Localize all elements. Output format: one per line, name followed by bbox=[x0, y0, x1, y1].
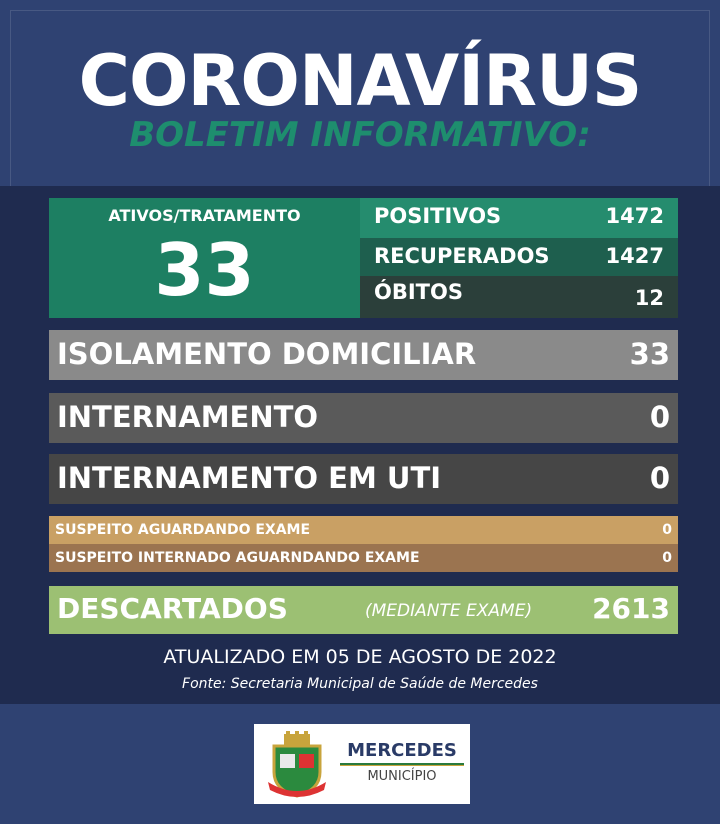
bar-internamento bbox=[49, 393, 678, 443]
municipio-label: MUNICÍPIO bbox=[367, 769, 437, 784]
ativos-label: ATIVOS/TRATAMENTO bbox=[108, 206, 301, 225]
city-name: MERCEDES bbox=[347, 740, 457, 761]
bar-label: INTERNAMENTO EM UTI bbox=[57, 461, 442, 495]
stat-obitos bbox=[360, 276, 678, 318]
row-label: SUSPEITO AGUARDANDO EXAME bbox=[55, 522, 311, 538]
stat-value: 12 bbox=[634, 286, 664, 310]
bar-isolamento bbox=[49, 330, 678, 380]
source-note: Fonte: Secretaria Municipal de Saúde de Mercedes bbox=[182, 676, 538, 692]
bar-descartados bbox=[49, 586, 678, 634]
descartados-note: (MEDIANTE EXAME) bbox=[365, 601, 533, 621]
crest-icon bbox=[262, 730, 332, 800]
stat-value: 1427 bbox=[605, 244, 664, 268]
row-label: SUSPEITO INTERNADO AGUARNDANDO EXAME bbox=[55, 550, 420, 566]
page-subtitle: BOLETIM INFORMATIVO: bbox=[129, 115, 591, 155]
stat-label: POSITIVOS bbox=[374, 204, 502, 228]
bar-internamento-uti bbox=[49, 454, 678, 504]
stat-positivos bbox=[360, 198, 678, 238]
stat-label: RECUPERADOS bbox=[374, 244, 550, 268]
stat-value: 1472 bbox=[605, 204, 664, 228]
row-suspeito-internado bbox=[49, 544, 678, 572]
descartados-label: DESCARTADOS bbox=[57, 592, 288, 625]
descartados-value: 2613 bbox=[592, 592, 670, 625]
ativos-value: 33 bbox=[154, 228, 255, 312]
bar-value: 0 bbox=[649, 461, 670, 495]
bar-label: ISOLAMENTO DOMICILIAR bbox=[57, 337, 477, 371]
row-value: 0 bbox=[662, 550, 672, 566]
bar-value: 0 bbox=[649, 400, 670, 434]
bar-value: 33 bbox=[629, 337, 670, 371]
divider bbox=[340, 765, 464, 766]
row-value: 0 bbox=[662, 522, 672, 538]
stat-recuperados bbox=[360, 238, 678, 276]
page-title: CORONAVÍRUS bbox=[78, 40, 642, 122]
bar-label: INTERNAMENTO bbox=[57, 400, 319, 434]
row-suspeito-aguardando bbox=[49, 516, 678, 544]
stat-label: ÓBITOS bbox=[374, 280, 463, 304]
ativos-card bbox=[49, 198, 360, 318]
updated-date: ATUALIZADO EM 05 DE AGOSTO DE 2022 bbox=[163, 646, 557, 668]
